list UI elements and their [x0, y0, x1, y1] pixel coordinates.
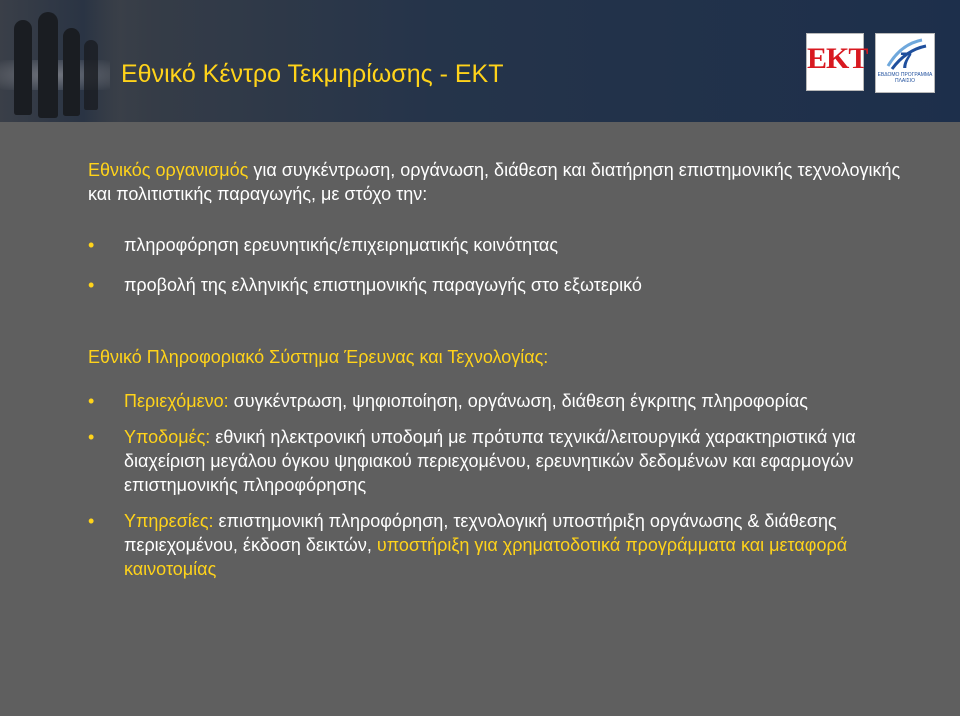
item-text: επιστημονική πληροφόρηση, τεχνολογική υποστήριξη οργάνωσης & διάθεσης περιεχομένου, έκδοση δεικτών, [124, 511, 837, 555]
header-bar [0, 0, 960, 122]
bullet-icon: • [88, 427, 95, 447]
item-label: Περιεχόμενο: [124, 391, 229, 411]
ekt-logo [806, 33, 868, 91]
person-silhouette [84, 40, 98, 110]
intro-text: για συγκέντρωση, οργάνωση, διάθεση και διατήρηση επιστημονικής τεχνολογικής και πολιτιστικής παραγωγής, με στόχο την: [88, 160, 901, 204]
ekt-logo-text: ΕΚΤ [807, 42, 868, 75]
system-list [88, 389, 908, 581]
svg-text:7: 7 [900, 48, 913, 73]
fp7-logo-text: ΕΒΔΟΜΟ ΠΡΟΓΡΑΜΜΑ ΠΛΑΙΣΙΟ [877, 72, 933, 84]
person-silhouette [38, 12, 58, 118]
item-label: Υποδομές: [124, 427, 211, 447]
list-item-text: πληροφόρηση ερευνητικής/επιχειρηματικής κοινότητας [124, 235, 559, 255]
list-item [88, 273, 908, 297]
intro-highlight: Εθνικός οργανισμός [88, 160, 249, 180]
item-highlight: υποστήριξη για χρηματοδοτικά προγράμματα και μεταφορά καινοτομίας [124, 535, 848, 579]
list-item [88, 233, 908, 257]
item-text: εθνική ηλεκτρονική υποδομή με πρότυπα τεχνικά/λειτουργικά χαρακτηριστικά για διαχείριση μεγάλου όγκου ψηφιακού περιεχομένου, ερευνητικών δεδομένων και εφαρμογών επιστημονικής πληροφόρησης [124, 427, 856, 495]
bullet-icon: • [88, 235, 95, 255]
list-item [88, 509, 908, 581]
goals-list [88, 233, 908, 297]
bullet-icon: • [88, 511, 95, 531]
item-text: συγκέντρωση, ψηφιοποίηση, οργάνωση, διάθεση έγκριτης πληροφορίας [228, 391, 808, 411]
item-label: Υπηρεσίες: [124, 511, 214, 531]
fp7-emblem-icon [876, 36, 934, 74]
person-silhouette [63, 28, 80, 116]
bullet-icon: • [88, 391, 95, 411]
fp7-logo [875, 33, 935, 93]
intro-paragraph [88, 158, 908, 206]
list-item [88, 425, 908, 497]
list-item-text: προβολή της ελληνικής επιστημονικής παραγωγής στο εξωτερικό [124, 275, 642, 295]
person-silhouette [14, 20, 32, 115]
header-photo [0, 0, 120, 122]
list-item [88, 389, 908, 413]
content [88, 158, 908, 581]
page-title: Εθνικό Κέντρο Τεκμηρίωσης - ΕΚΤ [121, 60, 504, 88]
section-title: Εθνικό Πληροφοριακό Σύστημα Έρευνας και Τεχνολογίας: [88, 347, 549, 367]
bullet-icon: • [88, 275, 95, 295]
